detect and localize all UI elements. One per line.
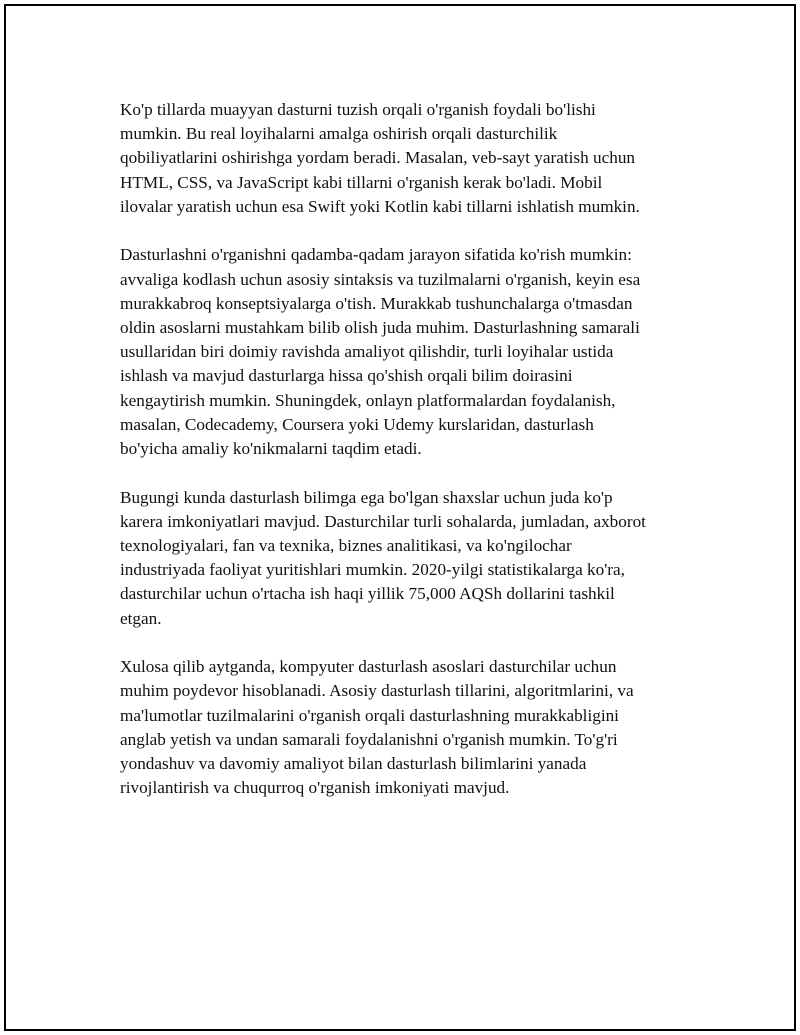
paragraph-line: etgan.	[120, 608, 162, 628]
paragraph-line: dasturchilar uchun o'rtacha ish haqi yillik 75,000 AQSh dollarini tashkil	[120, 584, 615, 604]
paragraph-line: ma'lumotlar tuzilmalarini o'rganish orqali dasturlashning murakkabligini	[120, 705, 619, 725]
paragraph-line: avvaliga kodlash uchun asosiy sintaksis va tuzilmalarni o'rganish, keyin esa	[120, 269, 641, 289]
document-page	[4, 4, 796, 1031]
paragraph-line: texnologiyalari, fan va texnika, biznes analitikasi, va ko'ngilochar	[120, 536, 572, 556]
paragraph-line: industriyada faoliyat yuritishlari mumkin. 2020-yilgi statistikalarga ko'ra,	[120, 560, 625, 580]
paragraph-line: anglab yetish va undan samarali foydalanishni o'rganish mumkin. To'g'ri	[120, 729, 618, 749]
paragraph-line: rivojlantirish va chuqurroq o'rganish imkoniyati mavjud.	[120, 778, 510, 798]
paragraph-line: oldin asoslarni mustahkam bilib olish juda muhim. Dasturlashning samarali	[120, 318, 640, 338]
paragraph-line: Dasturlashni o'rganishni qadamba-qadam jarayon sifatida ko'rish mumkin:	[120, 245, 632, 265]
paragraph-line: kengaytirish mumkin. Shuningdek, onlayn platformalardan foydalanish,	[120, 390, 616, 410]
paragraph-line: murakkabroq konseptsiyalarga o'tish. Murakkab tushunchalarga o'tmasdan	[120, 293, 633, 313]
paragraph-line: masalan, Codecademy, Coursera yoki Udemy kurslaridan, dasturlash	[120, 414, 594, 434]
paragraph-line: bo'yicha amaliy ko'nikmalarni taqdim etadi.	[120, 439, 422, 459]
paragraph-line: karera imkoniyatlari mavjud. Dasturchilar turli sohalarda, jumladan, axborot	[120, 511, 646, 531]
paragraph-line: ishlash va mavjud dasturlarga hissa qo'shish orqali bilim doirasini	[120, 366, 573, 386]
paragraph-3	[120, 486, 700, 631]
paragraph-4	[120, 655, 700, 800]
paragraph-1	[120, 98, 700, 219]
paragraph-line: Xulosa qilib aytganda, kompyuter dasturlash asoslari dasturchilar uchun	[120, 657, 617, 677]
paragraph-line: Bugungi kunda dasturlash bilimga ega bo'lgan shaxslar uchun juda ko'p	[120, 487, 613, 507]
paragraph-line: ilovalar yaratish uchun esa Swift yoki Kotlin kabi tillarni ishlatish mumkin.	[120, 196, 640, 216]
paragraph-line: HTML, CSS, va JavaScript kabi tillarni o'rganish kerak bo'ladi. Mobil	[120, 172, 603, 192]
document-body	[120, 98, 700, 825]
paragraph-line: qobiliyatlarini oshirishga yordam beradi. Masalan, veb-sayt yaratish uchun	[120, 148, 636, 168]
paragraph-line: mumkin. Bu real loyihalarni amalga oshirish orqali dasturchilik	[120, 124, 558, 144]
paragraph-line: muhim poydevor hisoblanadi. Asosiy dasturlash tillarini, algoritmlarini, va	[120, 681, 634, 701]
paragraph-line: usullaridan biri doimiy ravishda amaliyot qilishdir, turli loyihalar ustida	[120, 342, 614, 362]
paragraph-line: Ko'p tillarda muayyan dasturni tuzish orqali o'rganish foydali bo'lishi	[120, 100, 596, 119]
paragraph-2	[120, 243, 700, 461]
paragraph-line: yondashuv va davomiy amaliyot bilan dasturlash bilimlarini yanada	[120, 754, 587, 774]
